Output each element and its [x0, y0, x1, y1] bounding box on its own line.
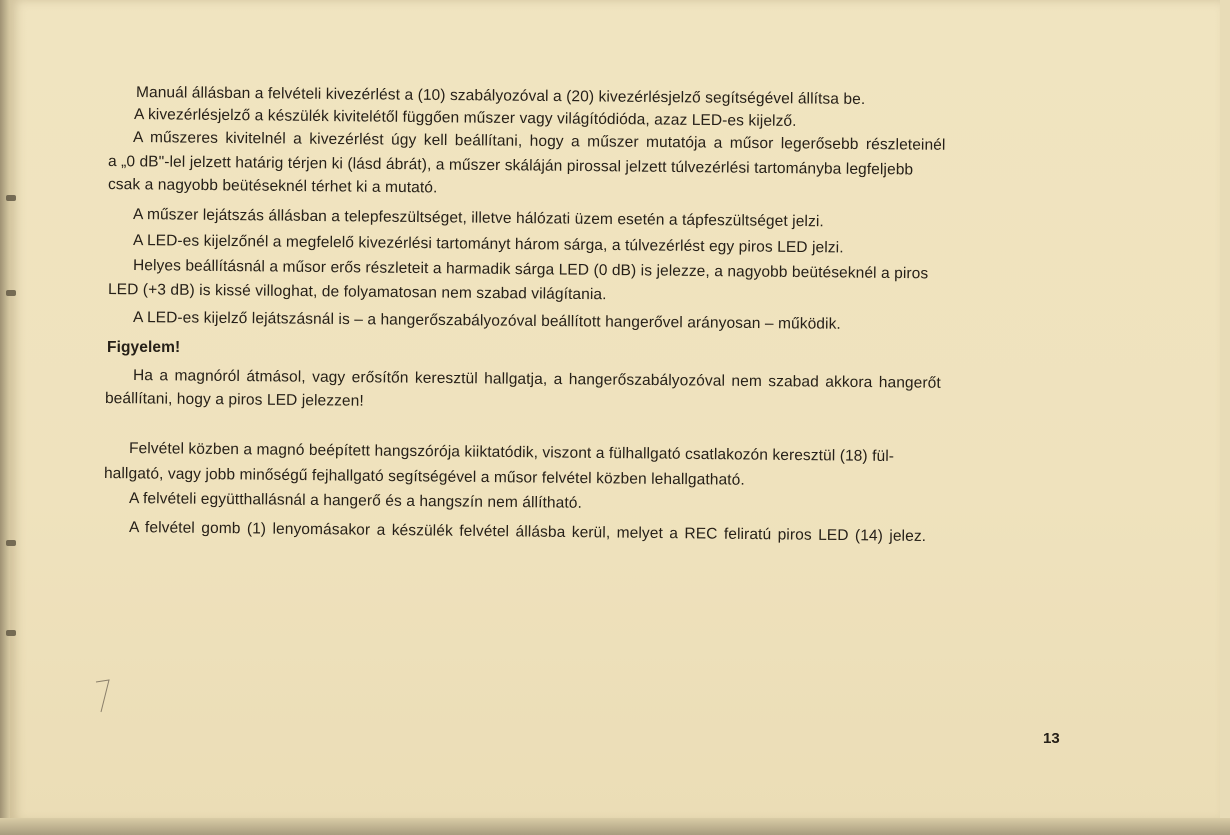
- paragraph-line: A LED-es kijelző lejátszásnál is – a hangerőszabályozóval beállított hangerővel arányosan – működik.: [132, 309, 841, 333]
- paragraph-line: A felvételi együtthallásnál a hangerő és a hangszín nem állítható.: [128, 490, 583, 512]
- paragraph-line: Felvétel közben a magnó beépített hangszórója kiiktatódik, viszont a fülhallgató csatlakozón keresztül (18) fül-: [128, 440, 895, 466]
- paragraph-line: A felvétel gomb (1) lenyomásakor a készülék felvétel állásba kerül, melyet a REC feliratú piros LED (14) jelez.: [128, 519, 927, 546]
- paragraph-line: Ha a magnóról átmásol, vagy erősítőn keresztül hallgatja, a hangerőszabályozóval nem szabad akkora hangerőt: [132, 367, 941, 392]
- paragraph-line: csak a nagyobb beütéseknél térhet ki a mutató.: [107, 176, 438, 197]
- paragraph-line: Helyes beállításnál a műsor erős részleteit a harmadik sárga LED (0 dB) is jelezze, a nagyobb beütéseknél a piros: [132, 257, 929, 283]
- paragraph-line: Manuál állásban a felvételi kivezérlést a (10) szabályozóval a (20) kivezérlésjelző segítségével állítsa be.: [135, 84, 866, 109]
- handwritten-mark: [93, 676, 113, 716]
- paragraph-line: a „0 dB"-lel jelzett határig térjen ki (lásd ábrát), a műszer skáláján pirossal jelzett túlvezérlési tartományba legfeljebb: [107, 153, 914, 179]
- warning-heading: Figyelem!: [107, 339, 181, 356]
- paragraph-line: A LED-es kijelzőnél a megfelelő kivezérlési tartományt három sárga, a túlvezérlést egy piros LED jelzi.: [132, 232, 844, 257]
- paragraph-line: A műszeres kivitelnél a kivezérlést úgy kell beállítani, hogy a műszer mutatója a műsor legerősebb részleteinél: [132, 129, 946, 154]
- paragraph-line: LED (+3 dB) is kissé villoghat, de folyamatosan nem szabad világítania.: [107, 281, 607, 304]
- paragraph-line: A kivezérlésjelző a készülék kivitelétől függően műszer vagy világítódióda, azaz LED-es kijelző.: [133, 106, 797, 130]
- page-number: 13: [1043, 730, 1060, 747]
- paragraph-line: hallgató, vagy jobb minőségű fejhallgató segítségével a műsor felvétel közben lehallgatható.: [103, 465, 745, 489]
- paragraph-line: beállítani, hogy a piros LED jelezzen!: [104, 390, 364, 410]
- paragraph-line: A műszer lejátszás állásban a telepfeszültséget, illetve hálózati üzem esetén a tápfeszültséget jelzi.: [132, 206, 824, 231]
